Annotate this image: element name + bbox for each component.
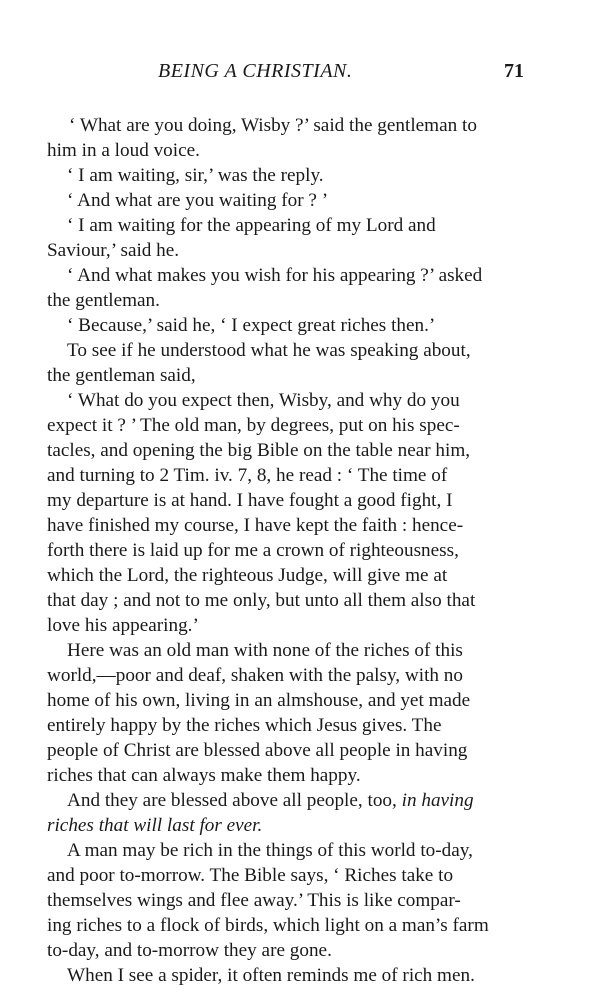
text-line: entirely happy by the riches which Jesus gives. The — [47, 715, 442, 736]
text-line: Saviour,’ said he. — [47, 240, 180, 261]
page-number: 71 — [504, 60, 524, 82]
text-line: the gentleman said, — [47, 365, 196, 386]
text-line: which the Lord, the righteous Judge, will give me at — [47, 565, 448, 586]
text-line: When I see a spider, it often reminds me of rich men. — [67, 965, 475, 986]
running-title: BEING A CHRISTIAN. — [158, 60, 353, 82]
text-line — [67, 788, 474, 813]
text-line: and poor to-morrow. The Bible says, ‘ Riches take to — [47, 865, 454, 886]
text-line: ‘ What do you expect then, Wisby, and why do you — [67, 390, 460, 411]
text-line: riches that can always make them happy. — [47, 765, 361, 786]
text-line: Here was an old man with none of the riches of this — [67, 640, 463, 661]
text-line — [47, 813, 262, 838]
page-header — [0, 58, 597, 88]
text-line: expect it ? ’ The old man, by degrees, put on his spec- — [47, 415, 460, 436]
text-line: people of Christ are blessed above all people in having — [47, 740, 468, 761]
text-line: ‘ I am waiting for the appearing of my Lord and — [67, 215, 436, 236]
text-line: To see if he understood what he was speaking about, — [67, 340, 471, 361]
text-line: home of his own, living in an almshouse, and yet made — [47, 690, 471, 711]
text-line: A man may be rich in the things of this world to-day, — [67, 840, 473, 861]
text-line: ing riches to a flock of birds, which light on a man’s farm — [47, 915, 489, 936]
text-line: have finished my course, I have kept the faith : hence- — [47, 515, 464, 536]
text-segment: And they are blessed above all people, too, — [67, 790, 402, 811]
text-line: world,—poor and deaf, shaken with the palsy, with no — [47, 665, 463, 686]
text-line: forth there is laid up for me a crown of righteousness, — [47, 540, 459, 561]
text-line: love his appearing.’ — [47, 615, 199, 636]
text-line: the gentleman. — [47, 290, 160, 311]
italic-phrase: in having — [401, 790, 474, 811]
text-line: ‘ I am waiting, sir,’ was the reply. — [67, 165, 324, 186]
text-line: to-day, and to-morrow they are gone. — [47, 940, 332, 961]
text-line: him in a loud voice. — [47, 140, 200, 161]
text-line: my departure is at hand. I have fought a good fight, I — [47, 490, 453, 511]
italic-phrase: riches that will last for ever. — [47, 815, 263, 836]
text-line: ‘ Because,’ said he, ‘ I expect great riches then.’ — [67, 315, 436, 336]
text-line: ‘ And what makes you wish for his appearing ?’ asked — [67, 265, 483, 286]
text-line: ‘ And what are you waiting for ? ’ — [67, 190, 329, 211]
text-line: themselves wings and flee away.’ This is like compar- — [47, 890, 461, 911]
text-line: that day ; and not to me only, but unto all them also that — [47, 590, 476, 611]
text-line: tacles, and opening the big Bible on the table near him, — [47, 440, 471, 461]
text-line: and turning to 2 Tim. iv. 7, 8, he read : ‘ The time of — [47, 465, 448, 486]
text-line: ‘ What are you doing, Wisby ?’ said the gentleman to — [69, 115, 477, 136]
